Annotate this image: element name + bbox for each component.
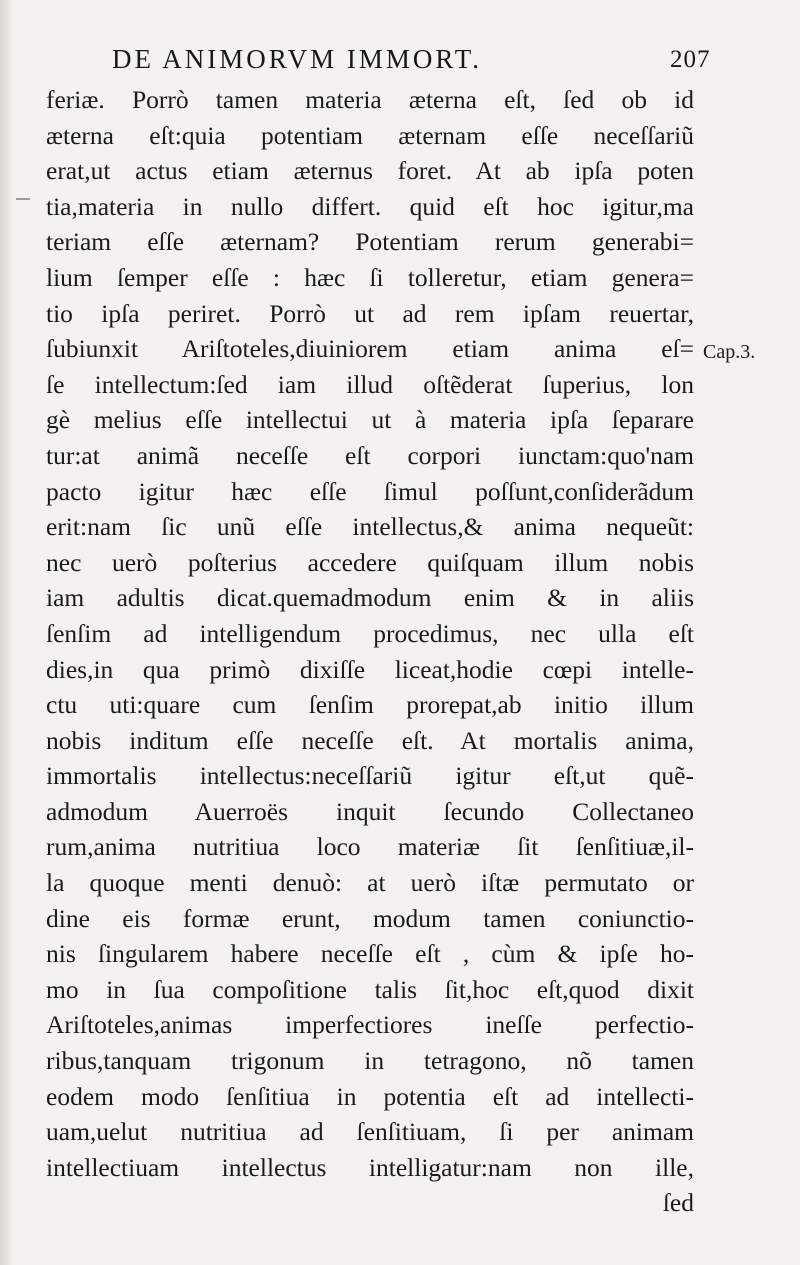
text-line: nec uerò poſterius accedere quiſquam illum nobis — [46, 547, 694, 577]
text-line: tio ipſa periret. Porrò ut ad rem ipſam reuertar, — [46, 298, 694, 328]
text-line: intellectiuam intellectus intelligatur:nam non ille, — [46, 1152, 694, 1182]
body-text — [46, 82, 694, 1221]
text-line: erat,ut actus etiam æternus foret. At ab ipſa poten — [46, 156, 694, 186]
page-gutter-shadow — [0, 0, 14, 1265]
running-head — [112, 44, 732, 80]
text-line: mo in ſua compoſitione talis ſit,hoc eſt,quod dixit — [46, 974, 694, 1004]
margin-mark — [16, 198, 30, 200]
text-line: Ariſtoteles,animas imperfectiores ineſſe perfectio- — [46, 1010, 694, 1040]
text-line: æterna eſt:quia potentiam æternam eſſe neceſſariũ — [46, 120, 694, 150]
text-line: eodem modo ſenſitiua in potentia eſt ad intellecti- — [46, 1081, 694, 1111]
text-line: teriam eſſe æternam? Potentiam rerum generabi= — [46, 227, 694, 257]
text-line: dies,in qua primò dixiſſe liceat,hodie cœpi intelle- — [46, 654, 694, 684]
text-line: feriæ. Porrò tamen materia æterna eſt, ſed ob id — [46, 85, 694, 114]
text-line: tur:at animã neceſſe eſt corpori iunctam:quo'nam — [46, 440, 694, 470]
running-title: DE ANIMORVM IMMORT. — [112, 44, 482, 74]
text-line: la quoque menti denuò: at uerò iſtæ permutato or — [46, 868, 694, 898]
text-line: ribus,tanquam trigonum in tetragono, nõ tamen — [46, 1046, 694, 1076]
text-line: lium ſemper eſſe : hæc ſi tolleretur, etiam genera= — [46, 262, 694, 292]
text-line: nis ſingularem habere neceſſe eſt , cùm & ipſe ho- — [46, 939, 694, 969]
text-line: pacto igitur hæc eſſe ſimul poſſunt,conſiderãdum — [46, 476, 694, 506]
text-line: rum,anima nutritiua loco materiæ ſit ſenſitiuæ,il- — [46, 832, 694, 862]
text-line: ſubiunxit Ariſtoteles,diuiniorem etiam anima eſ= — [46, 334, 694, 364]
text-line: gè melius eſſe intellectui ut à materia ipſa ſeparare — [46, 405, 694, 435]
text-line: tia,materia in nullo differt. quid eſt hoc igitur,ma — [46, 191, 694, 221]
text-line: admodum Auerroës inquit ſecundo Collectaneo — [46, 796, 694, 826]
catchword: ſed — [662, 1188, 694, 1218]
text-line: ſenſim ad intelligendum procedimus, nec ulla eſt — [46, 618, 694, 648]
text-line: erit:nam ſic unũ eſſe intellectus,& anima nequeũt: — [46, 512, 694, 542]
text-line: immortalis intellectus:neceſſariũ igitur eſt,ut quẽ- — [46, 761, 694, 791]
text-line: dine eis formæ erunt, modum tamen coniunctio- — [46, 903, 694, 933]
text-line: ſe intellectum:ſed iam illud oſtẽderat ſuperius, lon — [46, 369, 694, 399]
text-line: nobis inditum eſſe neceſſe eſt. At mortalis anima, — [46, 725, 694, 755]
text-line: ctu uti:quare cum ſenſim prorepat,ab initio illum — [46, 690, 694, 720]
text-line: uam,uelut nutritiua ad ſenſitiuam, ſi per animam — [46, 1117, 694, 1147]
marginal-note: Cap.3. — [703, 341, 756, 363]
text-line: iam adultis dicat.quemadmodum enim & in aliis — [46, 583, 694, 613]
page-number: 207 — [670, 46, 711, 73]
